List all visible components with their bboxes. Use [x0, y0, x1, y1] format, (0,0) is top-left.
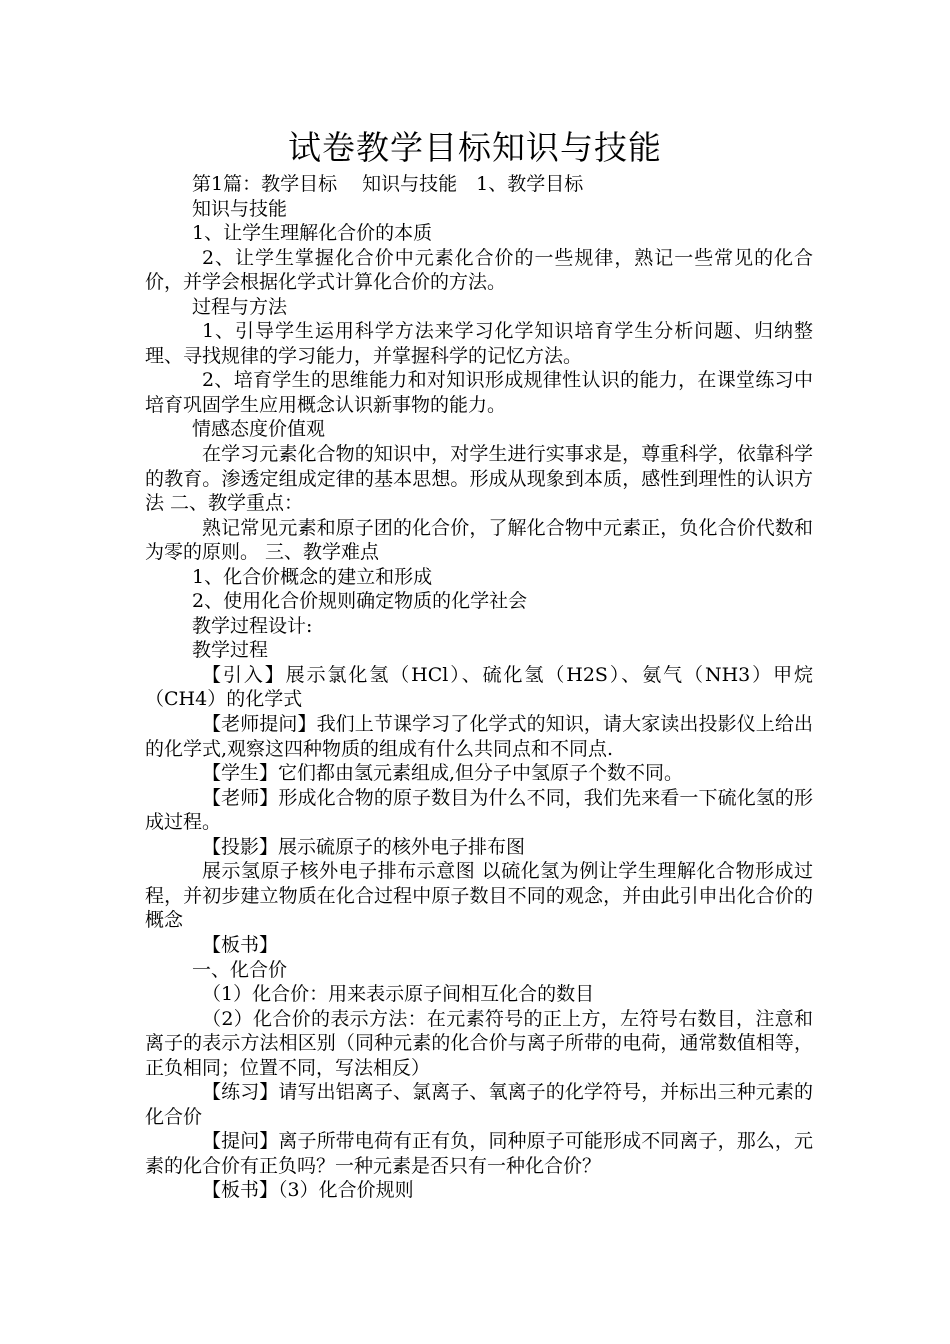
paragraph: 展示氢原子核外电子排布示意图 以硫化氢为例让学生理解化合物形成过程，并初步建立物质在化合过程中原子数目不同的观念，并由此引申出化合价的概念 [145, 860, 813, 932]
paragraph: 2、使用化合价规则确定物质的化学社会 [192, 590, 528, 613]
paragraph: 教学过程 [192, 639, 269, 662]
paragraph: 情感态度价值观 [192, 418, 326, 441]
paragraph: 2、让学生掌握化合价中元素化合价的一些规律，熟记一些常见的化合价，并学会根据化学式计算化合价的方法。 [145, 246, 813, 294]
paragraph: 一、化合价 [192, 958, 288, 981]
paragraph: 【提问】离子所带电荷有正有负，同种原子可能形成不同离子，那么，元素的化合价有正负吗？一种元素是否只有一种化合价？ [145, 1130, 813, 1177]
paragraph: （2）化合价的表示方法：在元素符号的正上方，左符号右数目，注意和离子的表示方法相区别（同种元素的化合价与离子所带的电荷，通常数值相等，正负相同；位置不同，写法相反） [145, 1007, 813, 1079]
paragraph: 过程与方法 [192, 295, 288, 318]
paragraph: 【板书】（3）化合价规则 [202, 1179, 414, 1202]
paragraph: 1、让学生理解化合价的本质 [192, 222, 433, 245]
paragraph: 【老师提问】我们上节课学习了化学式的知识，请大家读出投影仪上给出的化学式,观察这四种物质的组成有什么共同点和不同点. [145, 713, 813, 760]
document-title: 试卷教学目标知识与技能 [288, 128, 662, 167]
paragraph: 【老师】形成化合物的原子数目为什么不同，我们先来看一下硫化氢的形成过程。 [145, 786, 813, 834]
paragraph: 1、引导学生运用科学方法来学习化学知识培育学生分析问题、归纳整理、寻找规律的学习能力，并掌握科学的记忆方法。 [145, 320, 813, 367]
paragraph: 【学生】它们都由氢元素组成,但分子中氢原子个数不同。 [202, 762, 684, 785]
paragraph: 教学过程设计: [192, 614, 313, 637]
paragraph: 熟记常见元素和原子团的化合价，了解化合物中元素正，负化合价代数和为零的原则。 三、教学难点 [145, 516, 813, 564]
paragraph: （1）化合价：用来表示原子间相互化合的数目 [202, 983, 595, 1006]
paragraph: 【板书】 [202, 933, 279, 956]
paragraph: 【引入】展示氯化氢（HCl）、硫化氢（H2S）、氨气（NH3）甲烷（CH4）的化学式 [145, 663, 813, 711]
paragraph: 【练习】请写出铝离子、氯离子、氧离子的化学符号，并标出三种元素的化合价 [145, 1081, 813, 1128]
document-body [145, 172, 813, 1203]
paragraph: 2、培育学生的思维能力和对知识形成规律性认识的能力，在课堂练习中培育巩固学生应用概念认识新事物的能力。 [145, 369, 813, 416]
paragraph: 在学习元素化合物的知识中，对学生进行实事求是，尊重科学，依靠科学的教育。渗透定组成定律的基本思想。形成从现象到本质，感性到理性的认识方法 二、教学重点： [145, 443, 813, 515]
paragraph: 【投影】展示硫原子的核外电子排布图 [202, 835, 526, 858]
section-heading: 第1篇：教学目标 知识与技能 1、教学目标 [192, 173, 584, 195]
paragraph: 知识与技能 [192, 197, 288, 220]
paragraph: 1、化合价概念的建立和形成 [192, 565, 433, 588]
